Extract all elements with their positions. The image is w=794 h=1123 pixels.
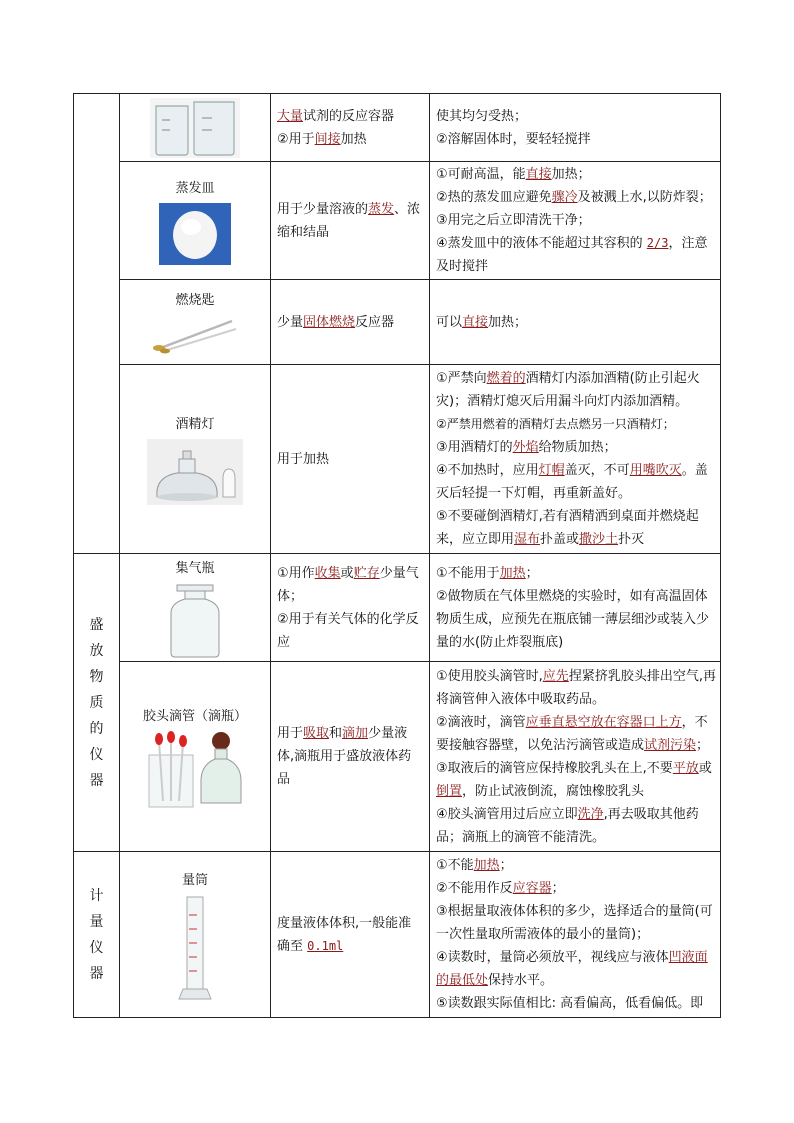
note-line: ②滴液时，滴管应垂直悬空放在容器口上方，不要接触容器壁，以免沾污滴管或造成试剂污染； [436,714,710,753]
table-row [74,852,721,1018]
notes-cell [430,365,721,554]
instrument-cell [120,280,271,365]
note-line: ①不能用于加热； [436,565,539,581]
note-line: ④蒸发皿中的液体不能超过其容积的 2/3，注意及时搅拌 [436,236,708,274]
lab-instrument-table [73,93,721,1018]
note-line: ③用完之后立即清洗干净； [436,213,591,228]
instrument-name: 酒精灯 [175,417,215,432]
gas-jar-image [165,583,225,659]
note-line: ①不能加热； [436,858,513,873]
table-row [74,554,721,662]
instrument-name: 蒸发皿 [175,180,215,196]
dropper-image [145,731,245,809]
note-line: ④不加热时，应用灯帽盖灭，不可用嘴吹灭。盖灭后轻提一下灯帽，再重新盖好。 [436,463,708,501]
notes-cell [430,94,721,162]
category-cell [74,852,120,1018]
instrument-cell [120,554,271,662]
usage-keyword: 大量 [277,108,304,124]
graduated-cylinder-image [175,895,215,1001]
category-cell [74,554,120,852]
usage-cell: 少量固体燃烧反应器 [271,280,430,365]
table-row [74,280,721,365]
table-row [74,662,721,852]
combustion-spoon-image [150,315,240,355]
usage-text: 用于少量溶液的 [277,201,369,217]
usage-keyword: 固体燃烧 [303,314,356,330]
usage-text: 、浓缩和结晶 [277,201,421,240]
usage-cell [271,162,430,280]
notes-cell [430,162,721,280]
notes-cell: 可以直接加热； [430,280,721,365]
usage-text: ②用于 [277,131,315,147]
usage-cell [271,94,430,162]
instrument-cell [120,852,271,1018]
instrument-cell [120,662,271,852]
beaker-image [150,98,240,158]
instrument-name: 量筒 [181,872,208,888]
note-line: ②热的蒸发皿应避免骤冷及被溅上水,以防炸裂； [436,190,712,205]
note-line: ⑤读数跟实际值相比: 高看偏高，低看偏低。即 [436,996,704,1011]
usage-text: 试剂的反应容器 [303,108,395,124]
note-line: ③根据量取液体体积的多少，选择适合的量筒(可一次性量取所需液体的最小的量筒)； [436,904,713,942]
note-line: ②严禁用燃着的酒精灯去点燃另一只酒精灯； [436,417,675,431]
instrument-cell [120,365,271,554]
note-line: ④胶头滴管用过后应立即洗净,再去吸取其他药品；滴瓶上的滴管不能清洗。 [436,806,699,845]
note-line: ②溶解固体时，要轻轻搅拌 [436,131,591,147]
note-line: ①可耐高温，能直接加热； [436,167,591,182]
notes-cell [430,852,721,1018]
note-line: ④读数时，量筒必须放平，视线应与液体凹液面的最低处保持水平。 [436,950,708,988]
category-cell [74,94,120,554]
instrument-name: 集气瓶 [175,560,215,576]
note-line: ②做物质在气体里燃烧的实验时，如有高温固体物质生成，应预先在瓶底铺一薄层细沙或装入少量的水(防止炸裂瓶底) [436,588,710,650]
usage-cell: 度量液体体积,一般能准确至 0.1ml [271,852,430,1018]
table-row [74,162,721,280]
usage-cell: 用于加热 [271,365,430,554]
usage-cell: ①用作收集或贮存少量气体； ②用于有关气体的化学反应 [271,554,430,662]
table-row [74,365,721,554]
instrument-cell [120,162,271,280]
evaporating-dish-image [159,203,231,265]
note-line: ②不能用作反应容器； [436,881,565,896]
note-line: ③用酒精灯的外焰给物质加热； [436,440,617,455]
table-row [74,94,721,162]
notes-cell [430,662,721,852]
usage-text: 加热 [340,131,367,147]
category-label: 计量仪器 [89,887,104,982]
notes-cell [430,554,721,662]
alcohol-lamp-image [147,439,243,505]
note-line: ①使用胶头滴管时,应先捏紧挤乳胶头排出空气,再将滴管伸入液体中吸取药品。 [436,668,716,707]
note-line: ⑤不要碰倒酒精灯,若有酒精洒到桌面并燃烧起来，应立即用湿布扑盖或撒沙土扑灭 [436,509,699,547]
instrument-name: 燃烧匙 [175,293,215,308]
category-label: 盛放物质的仪器 [89,616,104,789]
instrument-name: 胶头滴管（滴瓶） [142,708,247,724]
usage-cell: 用于吸取和滴加少量液体,滴瓶用于盛放液体药品 [271,662,430,852]
note-line: ③取液后的滴管应保持橡胶乳头在上,不要平放或倒置，防止试液倒流，腐蚀橡胶乳头 [436,760,712,799]
note-line: ①严禁向燃着的酒精灯内添加酒精(防止引起火灾)；酒精灯熄灭后用漏斗向灯内添加酒精。 [436,371,700,409]
usage-keyword: 蒸发 [368,201,395,217]
note-line: 使其均匀受热； [436,108,528,124]
instrument-cell [120,94,271,162]
usage-keyword: 间接 [314,131,341,147]
